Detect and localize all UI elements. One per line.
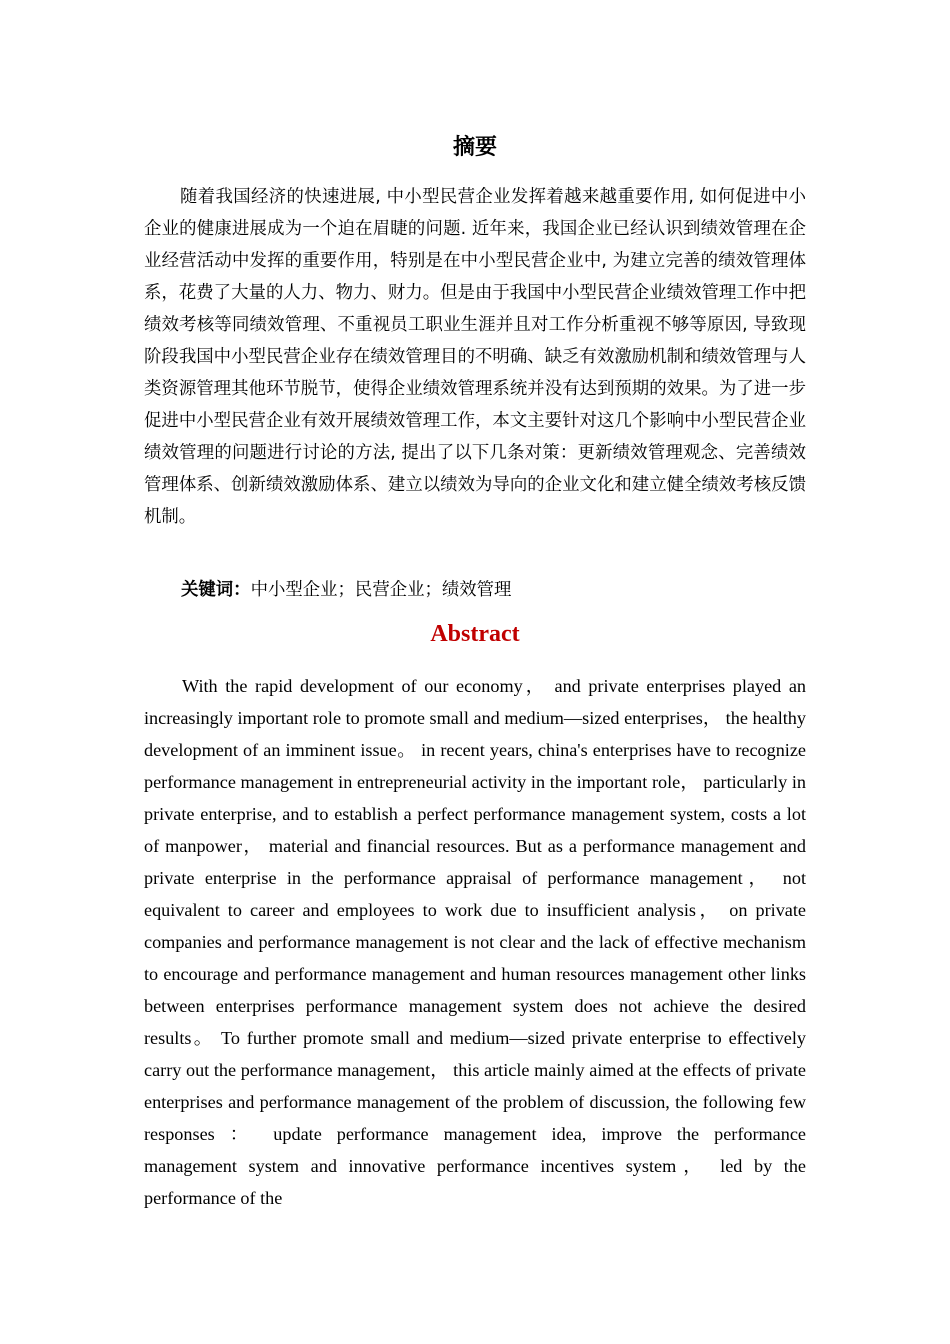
english-abstract-paragraph: With the rapid development of our economy， and private enterprises played an increasingly important role to promote small and medium—sized enterprises， the healthy development of an imminent issue。 in recent years, china's enterprises have to recognize performance management in entrepreneurial activity in the important role， particularly in private enterprise, and to establish a perfect performance management system, costs a lot of manpower， material and financial resources. But as a performance management and private enterprise in the performance appraisal of performance management， not equivalent to career and employees to work due to insufficient analysis， on private companies and performance management is not clear and the lack of effective mechanism to encourage and performance management and human resources management other links between enterprises performance management system does not achieve the desired results。 To further promote small and medium—sized private enterprise to effectively carry out the performance management， this article mainly aimed at the effects of private enterprises and performance management of the problem of discussion, the following few responses ： update performance management idea, improve the performance management system and innovative performance incentives system， led by the performance of the xyxy=(144,676,806,1208)
chinese-abstract-paragraph: 随着我国经济的快速进展, 中小型民营企业发挥着越来越重要作用, 如何促进中小企业的健康进展成为一个迫在眉睫的问题. 近年来，我国企业已经认识到绩效管理在企业经营活动中发挥的重要作用，特别是在中小型民营企业中, 为建立完善的绩效管理体系，花费了大量的人力、物力、财力。但是由于我国中小型民营企业绩效管理工作中把绩效考核等同绩效管理、不重视员工职业生涯并且对工作分析重视不够等原因, 导致现阶段我国中小型民营企业存在绩效管理目的不明确、缺乏有效激励机制和绩效管理与人类资源管理其他环节脱节，使得企业绩效管理系统并没有达到预期的效果。为了进一步促进中小型民营企业有效开展绩效管理工作，本文主要针对这几个影响中小型民营企业绩效管理的问题进行讨论的方法, 提出了以下几条对策：更新绩效管理观念、完善绩效管理体系、创新绩效激励体系、建立以绩效为导向的企业文化和建立健全绩效考核反馈机制。 xyxy=(144,187,806,527)
keywords-line xyxy=(181,574,806,606)
english-abstract-title: Abstract xyxy=(430,621,520,647)
keywords-value: 中小型企业；民营企业；绩效管理 xyxy=(250,580,512,600)
keywords-label: 关键词： xyxy=(181,580,251,600)
chinese-abstract-title: 摘要 xyxy=(452,135,497,160)
